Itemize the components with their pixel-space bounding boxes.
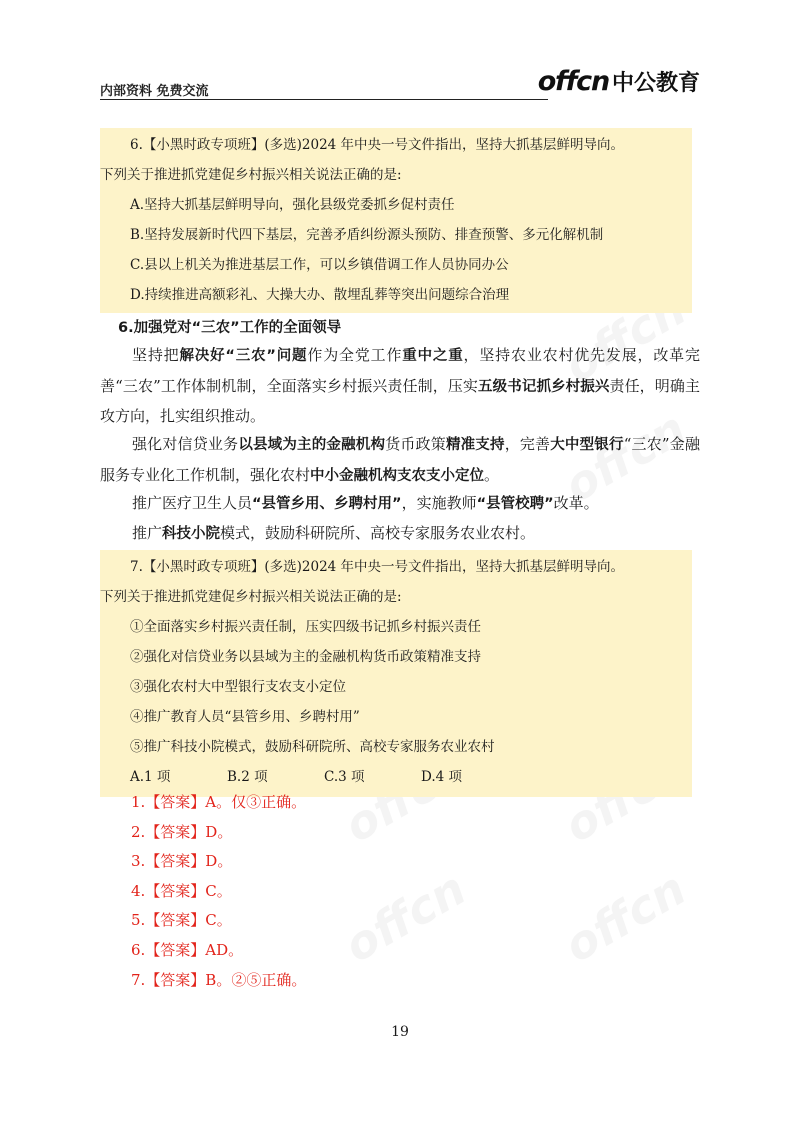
text-run: 推广医疗卫生人员 xyxy=(132,494,253,512)
text-run: 责任，明确主攻方向，扎实组织推动。 xyxy=(100,376,700,425)
watermark xyxy=(335,861,475,973)
question-6-box xyxy=(100,128,692,313)
choice-b: B.2 项 xyxy=(227,769,268,785)
statement-5: ⑤推广科技小院模式，鼓励科研院所、高校专家服务农业农村 xyxy=(130,739,495,755)
answer-5: 5.【答案】C。 xyxy=(131,911,232,930)
option-a: A.坚持大抓基层鲜明导向，强化县级党委抓乡促村责任 xyxy=(130,197,455,213)
header-label: 内部资料 免费交流 xyxy=(100,84,209,99)
bold-run: “县管乡用、乡聘村用” xyxy=(252,496,402,512)
bold-run: “县管校聘” xyxy=(476,496,554,512)
offcn-logo xyxy=(538,66,700,97)
paragraph xyxy=(100,519,700,550)
option-b: B.坚持发展新时代四下基层，完善矛盾纠纷源头预防、排查预警、多元化解机制 xyxy=(130,227,604,243)
bold-run: 中小金融机构支农支小定位 xyxy=(310,467,485,484)
answer-key xyxy=(131,788,306,995)
question-stem: 7.【小黑时政专项班】(多选)2024 年中央一号文件指出，坚持大抓基层鲜明导向。 xyxy=(130,559,625,575)
choice-d: D.4 项 xyxy=(421,769,463,785)
page-header xyxy=(100,64,700,102)
bold-run: 五级书记抓乡村振兴 xyxy=(478,378,610,395)
text-run: 。 xyxy=(484,465,500,484)
question-stem: 6.【小黑时政专项班】(多选)2024 年中央一号文件指出，坚持大抓基层鲜明导向。 xyxy=(130,137,625,153)
text-run: 改革。 xyxy=(553,494,599,512)
answer-2: 2.【答案】D。 xyxy=(131,822,233,841)
statement-2: ②强化对信贷业务以县域为主的金融机构货币政策精准支持 xyxy=(130,649,481,665)
answer-7: 7.【答案】B。②⑤正确。 xyxy=(131,970,307,989)
paragraph xyxy=(100,489,700,520)
text-run: 货币政策 xyxy=(385,435,446,453)
bold-run: 重中之重 xyxy=(402,348,464,364)
choice-c: C.3 项 xyxy=(324,769,365,785)
text-run: 强化对信贷业务 xyxy=(132,435,239,453)
statement-4: ④推广教育人员“县管乡用、乡聘村用” xyxy=(130,709,360,725)
bold-run: 精准支持 xyxy=(445,437,505,453)
text-run: ，实施教师 xyxy=(401,494,477,512)
answer-4: 4.【答案】C。 xyxy=(131,881,232,900)
question-stem-cont: 下列关于推进抓党建促乡村振兴相关说法正确的是: xyxy=(100,589,402,605)
text-run: 模式，鼓励科研院所、高校专家服务农业农村。 xyxy=(220,524,536,542)
logo-chinese: 中公教育 xyxy=(611,71,700,96)
answer-3: 3.【答案】D。 xyxy=(131,852,233,871)
question-7-box xyxy=(100,550,692,797)
section-title: 6.加强党对“三农”工作的全面领导 xyxy=(118,320,342,336)
text-run: 作为全党工作 xyxy=(307,346,403,364)
page-number: 19 xyxy=(391,1024,409,1040)
watermark xyxy=(555,861,695,973)
question-stem-cont: 下列关于推进抓党建促乡村振兴相关说法正确的是: xyxy=(100,167,402,183)
answer-6: 6.【答案】AD。 xyxy=(131,940,244,959)
statement-3: ③强化农村大中型银行支农支小定位 xyxy=(130,679,346,695)
answer-1: 1.【答案】A。仅③正确。 xyxy=(131,793,307,811)
text-run: “三农”金融服务专业化工作机制，强化农村 xyxy=(100,435,700,484)
bold-run: 以县域为主的金融机构 xyxy=(238,437,386,453)
bold-run: 大中型银行 xyxy=(550,437,624,453)
text-run: 推广 xyxy=(132,524,163,542)
statement-1: ①全面落实乡村振兴责任制，压实四级书记抓乡村振兴责任 xyxy=(130,619,481,635)
bold-run: 解决好“三农”问题 xyxy=(179,348,308,364)
text-run: ，完善 xyxy=(504,435,551,453)
bold-run: 科技小院 xyxy=(162,526,221,542)
logo-english: offcn xyxy=(537,66,609,97)
header-rule xyxy=(100,99,548,100)
text-run: ，坚持农业农村优先发展，改革完善“三农”工作体制机制，全面落实乡村振兴责任制，压实 xyxy=(100,346,700,395)
option-d: D.持续推进高额彩礼、大操大办、散埋乱葬等突出问题综合治理 xyxy=(130,287,510,303)
choice-a: A.1 项 xyxy=(130,769,171,785)
paragraph xyxy=(100,341,700,432)
paragraph xyxy=(100,430,700,491)
text-run: 坚持把 xyxy=(132,346,180,364)
option-c: C.县以上机关为推进基层工作，可以乡镇借调工作人员协同办公 xyxy=(130,257,509,273)
